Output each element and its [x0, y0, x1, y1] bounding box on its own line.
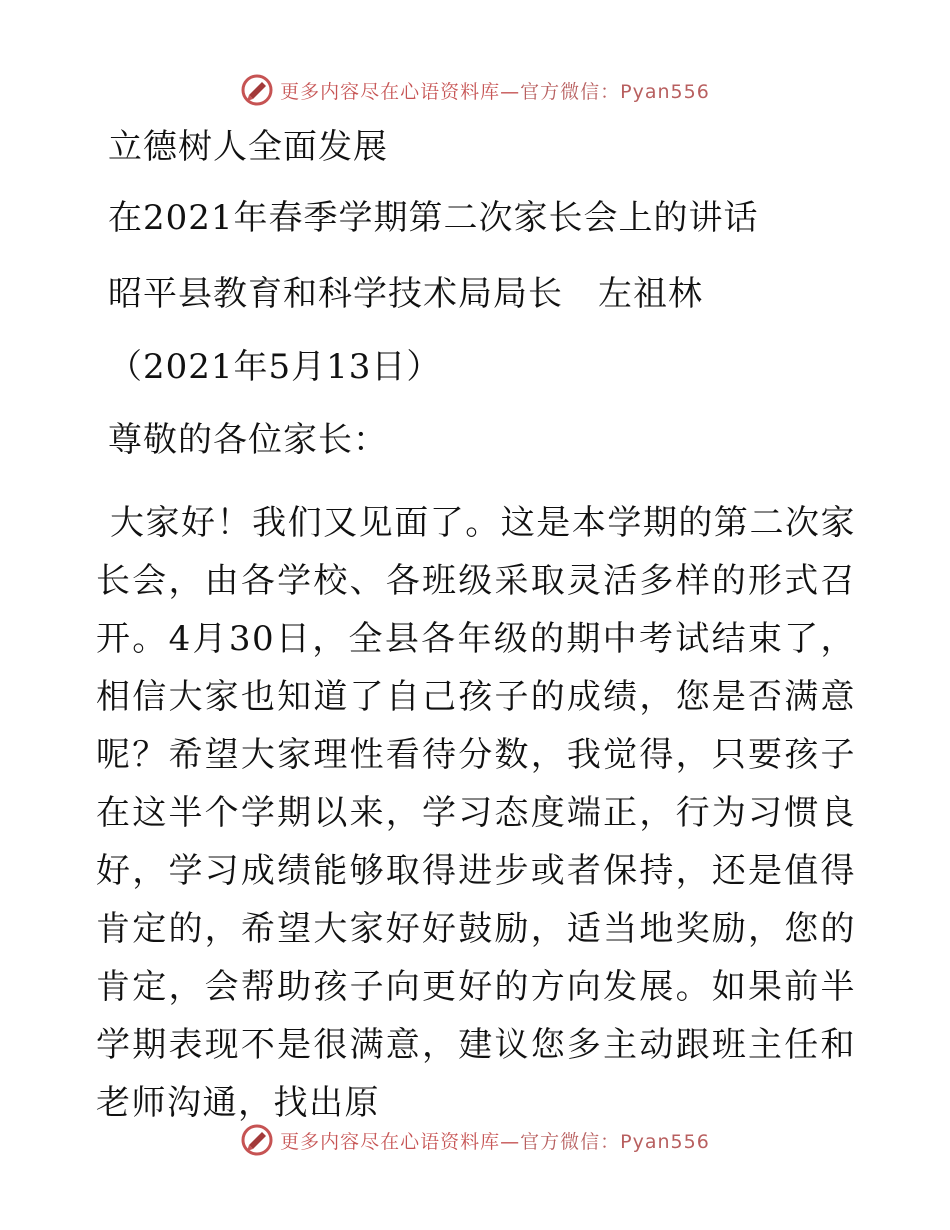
document-paragraph: 大家好！我们又见面了。这是本学期的第二次家长会，由各学校、各班级采取灵活多样的形式召开。4月30日，全县各年级的期中考试结束了，相信大家也知道了自己孩子的成绩，您是否满意呢？希望大家理性看待分数，我觉得，只要孩子在这半个学期以来，学习态度端正，行为习惯良好，学习成绩能够取得进步或者保持，还是值得肯定的，希望大家好好鼓励，适当地奖励，您的肯定，会帮助孩子向更好的方向发展。如果前半学期表现不是很满意，建议您多主动跟班主任和老师沟通，找出原	[96, 503, 856, 1123]
watermark-text: 更多内容尽在心语资料库—官方微信：Pyan556	[280, 1130, 710, 1153]
pen-logo-icon	[240, 1123, 274, 1157]
document-salutation: 尊敬的各位家长：	[108, 420, 388, 460]
document-date: （2021年5月13日）	[108, 347, 442, 387]
document-subtitle: 在2021年春季学期第二次家长会上的讲话	[108, 198, 759, 238]
document-title: 立德树人全面发展	[108, 127, 388, 167]
header-watermark	[0, 70, 950, 110]
watermark-text: 更多内容尽在心语资料库—官方微信：Pyan556	[280, 80, 710, 103]
footer-watermark	[0, 1120, 950, 1160]
document-author: 昭平县教育和科学技术局局长 左祖林	[108, 274, 703, 314]
pen-logo-icon	[240, 73, 274, 107]
